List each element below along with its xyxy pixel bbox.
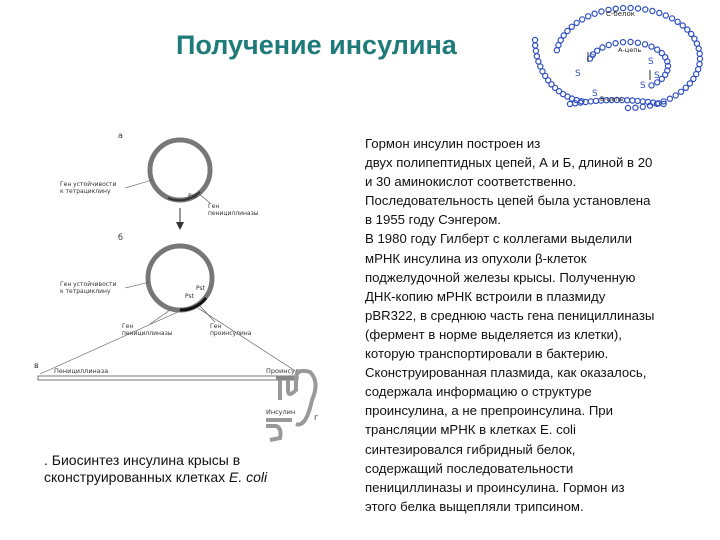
bar-penicillinase-label: Пенициллиназа	[54, 367, 109, 375]
amino-acid-bead	[642, 42, 647, 47]
amino-acid-bead	[580, 17, 585, 22]
amino-acid-bead	[574, 20, 579, 25]
penicillinase-label-top-1: Ген	[208, 203, 220, 210]
body-line: трансляции мРНК в клетках E. coli	[365, 422, 576, 438]
body-line: Гормон инсулин построен из	[365, 136, 541, 151]
body-line: двух полипептидных цепей, А и Б, длиной в 20	[365, 155, 653, 171]
amino-acid-bead	[655, 47, 660, 52]
proinsulin-gene-label-1: Ген	[210, 323, 222, 330]
plasmid-top	[150, 140, 210, 200]
insulin-label: Инсулин	[266, 408, 296, 416]
body-line: содержащий последовательности	[365, 460, 574, 476]
amino-acid-bead	[643, 7, 648, 12]
amino-acid-bead	[625, 98, 630, 103]
insulin-chains	[266, 420, 292, 440]
ss-label-3: S	[592, 89, 598, 99]
panel-a-label: a	[118, 131, 123, 140]
pst-label-mid: Pst	[185, 293, 194, 300]
amino-acid-bead	[678, 89, 683, 94]
tet-gene-label-mid-1: Ген устойчивости	[60, 281, 117, 288]
amino-acid-bead	[532, 37, 537, 42]
amino-acid-bead	[533, 43, 538, 48]
c-peptide-label: С-белок	[606, 10, 636, 18]
body-line: проинсулина, а не препроинсулина. При	[365, 403, 613, 419]
amino-acid-bead	[685, 27, 690, 32]
ss-label-1: S	[590, 51, 596, 61]
page-title: Получение инсулина	[176, 30, 457, 60]
body-line: Сконструированная плазмида, как оказалось,	[365, 365, 647, 381]
amino-acid-bead	[599, 9, 604, 14]
insulin-protein-figure	[530, 0, 720, 120]
body-line: которую транспортировали в бактерию.	[365, 346, 609, 362]
body-line: в 1955 году Сэнгером.	[365, 212, 501, 228]
amino-acid-bead	[534, 54, 539, 59]
ss-label-6: S	[640, 81, 646, 91]
amino-acid-bead	[691, 76, 696, 81]
amino-acid-bead	[687, 81, 692, 86]
amino-acid-bead	[669, 16, 674, 21]
figure-caption	[44, 452, 314, 486]
amino-acid-bead	[569, 24, 574, 29]
amino-acid-bead	[625, 105, 630, 110]
body-line: Последовательность цепей была установлена	[365, 193, 651, 209]
amino-acid-bead	[567, 101, 572, 106]
bar-proinsulin-label: Проинсулин	[266, 367, 308, 375]
body-line: поджелудочной железы крысы. Полученную	[365, 269, 636, 285]
amino-acid-bead	[533, 48, 538, 53]
penicillinase-label-mid-2: пенициллиназы	[122, 330, 173, 337]
ss-label-5: S	[654, 71, 660, 81]
tet-gene-label-top-1: Ген устойчивости	[60, 181, 117, 188]
amino-acid-bead	[675, 19, 680, 24]
amino-acid-bead	[673, 93, 678, 98]
pst-label-mid2: Pst	[196, 285, 205, 292]
amino-acid-bead	[630, 98, 635, 103]
amino-acid-bead	[640, 99, 645, 104]
amino-acid-bead	[593, 98, 598, 103]
amino-acid-bead	[554, 48, 559, 53]
ss-label-2: S	[575, 69, 581, 79]
amino-acid-bead	[640, 104, 645, 109]
panel-b-label: б	[118, 233, 123, 242]
amino-acid-bead	[635, 40, 640, 45]
penicillinase-label-top-2: пенициллиназы	[208, 210, 259, 217]
amino-acid-bead	[697, 51, 702, 56]
amino-acid-bead	[696, 46, 701, 51]
amino-acid-bead	[620, 40, 625, 45]
body-line: ДНК-копию мРНК встроили в плазмиду	[365, 288, 606, 304]
tet-gene-label-top-2: к тетрациклину	[60, 188, 111, 195]
body-line: синтезировался гибридный белок,	[365, 441, 576, 457]
pst-label-top: Pst	[188, 193, 197, 200]
amino-acid-bead	[633, 105, 638, 110]
penicillinase-label-mid-1: Ген	[122, 323, 134, 330]
panel-c-label: в	[34, 361, 39, 370]
body-line: (фермент в норме выделяется из клетки),	[365, 326, 622, 342]
body-line: pBR322, в среднюю часть гена пенициллиназы	[365, 307, 655, 323]
body-line: содержала информацию о структуре	[365, 384, 592, 400]
amino-acid-bead	[697, 62, 702, 67]
amino-acid-bead	[588, 99, 593, 104]
amino-acid-bead	[657, 10, 662, 15]
amino-acid-bead	[586, 14, 591, 19]
amino-acid-bead	[628, 39, 633, 44]
body-line: и 30 аминокислот соответственно.	[365, 174, 577, 190]
body-paragraph	[365, 134, 720, 516]
amino-acid-bead	[683, 85, 688, 90]
amino-acid-bead	[649, 83, 654, 88]
proinsulin-gene-label-2: проинсулина	[210, 330, 252, 337]
amino-acid-bead	[697, 56, 702, 61]
amino-acid-bead	[667, 96, 672, 101]
tet-gene-label-mid-2: к тетрациклину	[60, 288, 111, 295]
amino-acid-bead	[592, 11, 597, 16]
amino-acid-bead	[635, 98, 640, 103]
amino-acid-bead	[573, 101, 578, 106]
amino-acid-bead	[561, 33, 566, 38]
amino-acid-bead	[663, 13, 668, 18]
amino-acid-bead	[635, 6, 640, 11]
amino-acid-bead	[650, 8, 655, 13]
amino-acid-bead	[536, 59, 541, 64]
amino-acid-bead	[659, 76, 664, 81]
b-chain-label: В-цепь	[600, 95, 624, 103]
caption-organism: E. coli	[229, 469, 268, 485]
a-chain-label: А-цепь	[618, 46, 642, 54]
body-line: В 1980 году Гилберт с коллегами выделили	[365, 231, 633, 247]
ss-label-4: S	[648, 57, 654, 67]
amino-acid-bead	[649, 44, 654, 49]
amino-acid-bead	[680, 23, 685, 28]
panel-d-label: г	[314, 413, 319, 422]
caption-text: . Биосинтез инсулина крысы в сконструированных клетках	[44, 452, 241, 485]
fusion-bar	[38, 376, 298, 380]
plasmid-diagram	[30, 128, 330, 448]
amino-acid-bead	[606, 42, 611, 47]
amino-acid-bead	[600, 45, 605, 50]
body-line: этого белка выщепляли трипсином.	[365, 498, 584, 514]
amino-acid-bead	[565, 28, 570, 33]
body-line: мРНК инсулина из опухоли β-клеток	[365, 250, 587, 266]
body-line: пенициллиназы и проинсулина. Гормон из	[365, 479, 625, 495]
